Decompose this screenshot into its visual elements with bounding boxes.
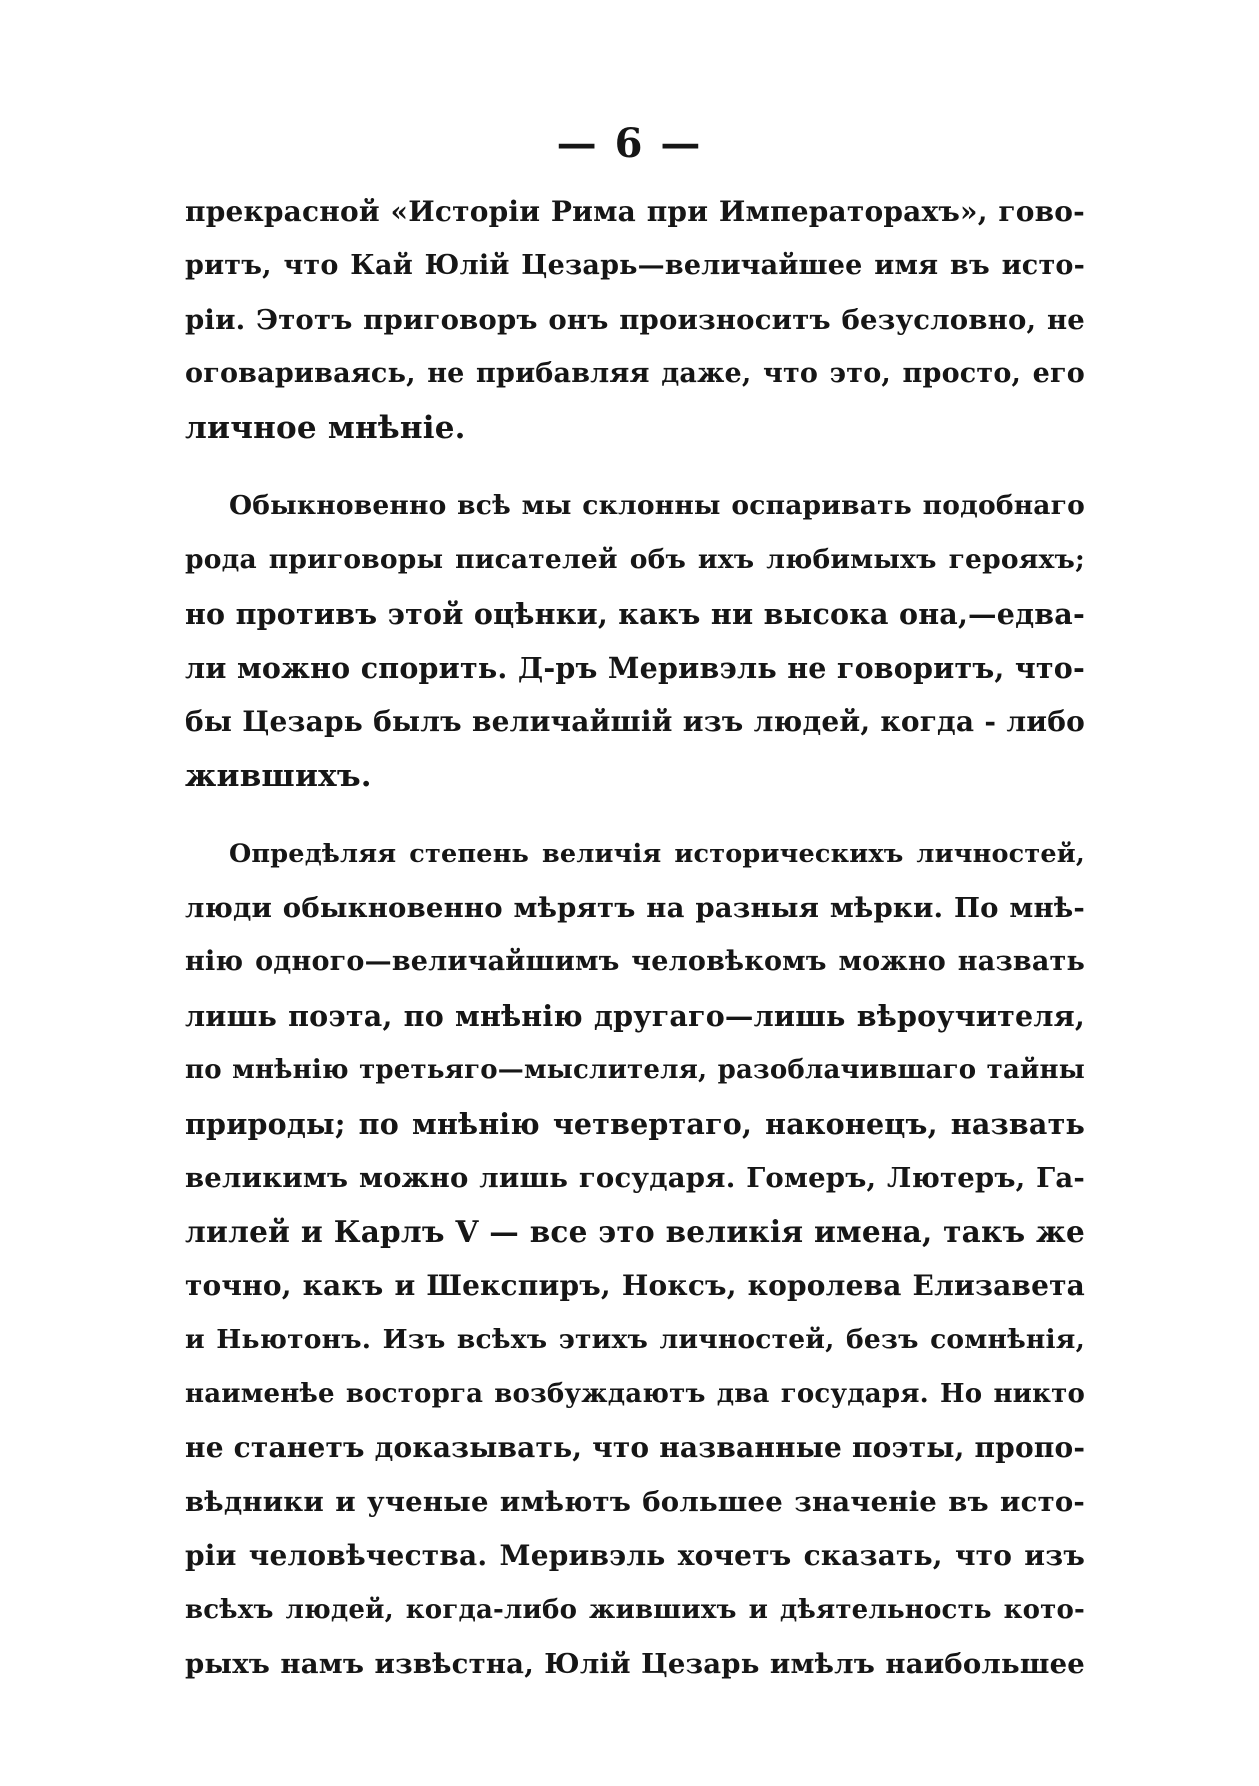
paragraph-2 <box>185 479 1085 803</box>
text-line: рода приговоры писателей объ ихъ любимыхъ герояхъ; <box>185 544 1085 575</box>
text-line: лилей и Карлъ V — все это великія имена, такъ же <box>185 1214 1085 1249</box>
text-line: оговариваясь, не прибавляя даже, что это, просто, его <box>185 358 1085 389</box>
text-line: великимъ можно лишь государя. Гомеръ, Лютеръ, Га- <box>185 1162 1085 1194</box>
text-line: Опредѣляя степень величія историческихъ личностей, <box>229 839 1085 869</box>
text-line: прекрасной «Исторіи Рима при Императорахъ», гово- <box>185 195 1085 228</box>
text-line: рыхъ намъ извѣстна, Юлій Цезарь имѣлъ наибольшее <box>185 1648 1085 1680</box>
text-line: нію одного—величайшимъ человѣкомъ можно назвать <box>185 946 1085 977</box>
text-line: ріи. Этотъ приговоръ онъ произноситъ безусловно, не <box>185 304 1085 336</box>
text-line: по мнѣнію третьяго—мыслителя, разоблачившаго тайны <box>185 1055 1085 1085</box>
text-line: ритъ, что Кай Юлій Цезарь—величайшее имя въ исто- <box>185 250 1085 281</box>
text-line: ли можно спорить. Д-ръ Меривэль не говоритъ, что- <box>185 651 1085 685</box>
paragraph-1 <box>185 185 1085 455</box>
text-line: лишь поэта, по мнѣнію другаго—лишь вѣроучителя, <box>185 999 1085 1033</box>
text-line: всѣхъ людей, когда-либо жившихъ и дѣятельность кото- <box>185 1595 1085 1625</box>
text-line: точно, какъ и Шекспиръ, Ноксъ, королева Елизавета <box>185 1269 1085 1302</box>
text-line: личное мнѣніе. <box>185 410 466 446</box>
text-line: природы; по мнѣнію четвертаго, наконецъ, назвать <box>185 1107 1085 1141</box>
text-line: и Ньютонъ. Изъ всѣхъ этихъ личностей, безъ сомнѣнія, <box>185 1324 1085 1355</box>
text-line: люди обыкновенно мѣрятъ на разныя мѣрки. По мнѣ- <box>185 892 1085 924</box>
text-line: Обыкновенно всѣ мы склонны оспаривать подобнаго <box>229 490 1085 521</box>
text-line: вѣдники и ученые имѣютъ большее значеніе въ исто- <box>185 1486 1085 1518</box>
page-number: — 6 — <box>556 120 703 167</box>
text-line: бы Цезарь былъ величайшій изъ людей, когда - либо <box>185 705 1085 738</box>
paragraph-3 <box>185 827 1085 1691</box>
text-line: не станетъ доказывать, что названные поэты, пропо- <box>185 1431 1085 1464</box>
text-line: ріи человѣчества. Меривэль хочетъ сказать, что изъ <box>185 1539 1085 1572</box>
text-line: наименѣе восторга возбуждаютъ два государя. Но никто <box>185 1379 1085 1409</box>
text-line: но противъ этой оцѣнки, какъ ни высока она,—едва- <box>185 597 1085 631</box>
text-line: жившихъ. <box>185 758 372 794</box>
body-text <box>185 185 1085 1715</box>
